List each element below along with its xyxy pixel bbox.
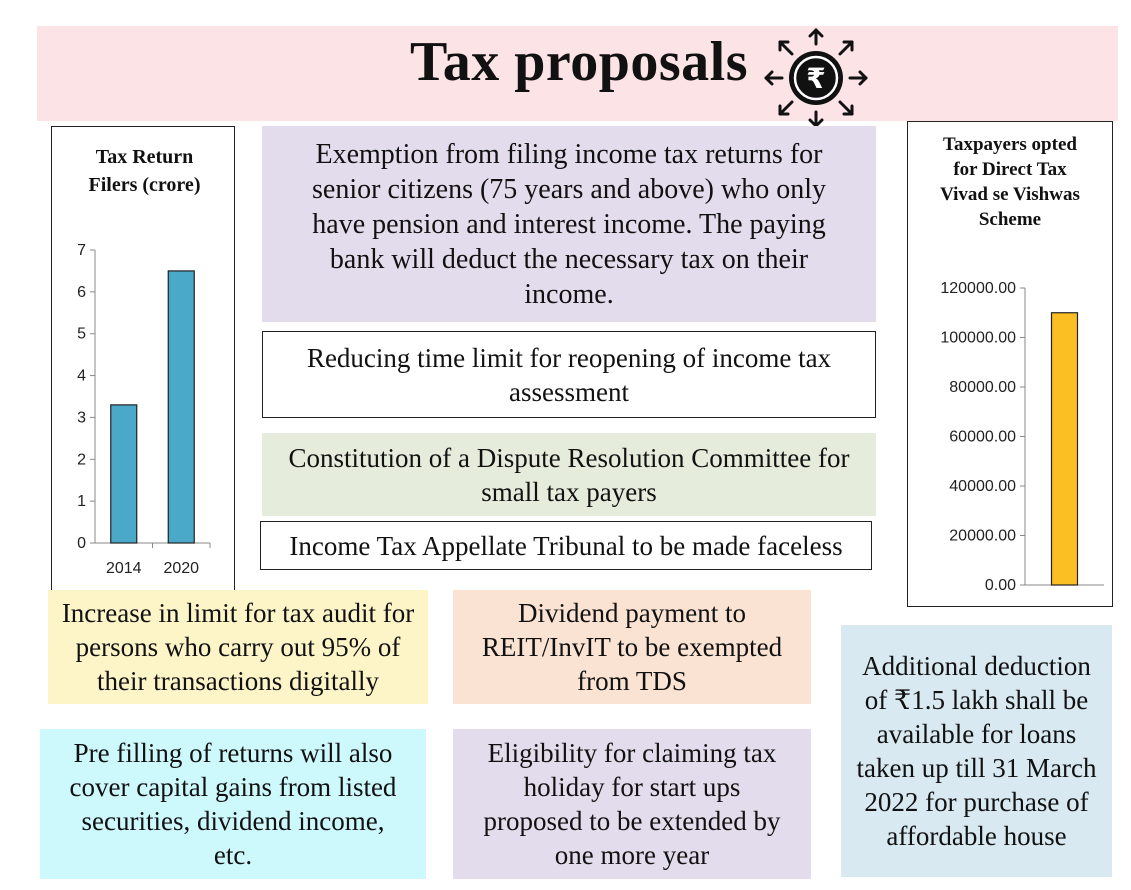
y-tick-label: 3 bbox=[77, 409, 86, 427]
y-tick-label: 1 bbox=[77, 493, 86, 511]
tax-return-filers-chart bbox=[51, 126, 235, 596]
proposal-reopening bbox=[262, 331, 876, 418]
proposal-tax-audit bbox=[48, 590, 428, 704]
proposal-text: Eligibility for claiming tax holiday for start ups proposed to be extended by one more year bbox=[483, 738, 781, 870]
y-tick-label: 2 bbox=[77, 451, 86, 469]
proposal-dispute-committee bbox=[262, 433, 876, 516]
proposal-itat-faceless bbox=[260, 521, 872, 570]
rupee-icon bbox=[762, 28, 872, 133]
bar bbox=[1052, 313, 1078, 585]
svg-text:₹: ₹ bbox=[806, 63, 826, 94]
y-tick-label: 0 bbox=[77, 535, 86, 552]
proposal-text: Increase in limit for tax audit for persons who carry out 95% of their transactions digitally bbox=[61, 598, 415, 696]
proposal-text: Exemption from filing income tax returns for senior citizens (75 years and above) who only have pension and interest income. The paying bank will deduct the necessary tax on their income. bbox=[312, 138, 826, 310]
y-tick-label: 60000.00 bbox=[949, 428, 1016, 446]
proposal-dividend bbox=[453, 590, 811, 704]
proposal-text: Constitution of a Dispute Resolution Committee for small tax payers bbox=[288, 442, 850, 507]
chart-2-plot bbox=[908, 122, 1110, 604]
x-tick-label: 2014 bbox=[105, 560, 142, 577]
y-tick-label: 80000.00 bbox=[949, 379, 1016, 396]
bar bbox=[111, 405, 137, 543]
chart-title: Tax Return Filers (crore) bbox=[88, 146, 201, 196]
y-tick-label: 120000.00 bbox=[940, 280, 1016, 297]
proposal-startup-holiday bbox=[453, 729, 811, 879]
proposal-text: Reducing time limit for reopening of income tax assessment bbox=[306, 342, 832, 407]
y-tick-label: 4 bbox=[77, 367, 86, 385]
y-tick-label: 6 bbox=[77, 283, 86, 301]
vivad-se-vishwas-chart bbox=[907, 121, 1113, 607]
proposal-text: Dividend payment to REIT/InvIT to be exempted from TDS bbox=[481, 598, 783, 696]
chart-1-plot bbox=[52, 127, 232, 593]
bar bbox=[168, 271, 194, 543]
y-tick-label: 40000.00 bbox=[949, 478, 1016, 495]
proposal-senior-citizens bbox=[262, 126, 876, 322]
x-tick-label: 2020 bbox=[163, 560, 200, 577]
y-tick-label: 100000.00 bbox=[940, 329, 1016, 347]
y-tick-label: 20000.00 bbox=[949, 527, 1016, 545]
proposal-text: Income Tax Appellate Tribunal to be made faceless bbox=[289, 530, 843, 561]
y-tick-label: 0.00 bbox=[984, 577, 1016, 594]
page-title: Tax proposals bbox=[410, 31, 748, 93]
proposal-affordable-housing bbox=[841, 625, 1112, 877]
proposal-text: Pre filling of returns will also cover capital gains from listed securities, dividend income, etc. bbox=[69, 738, 397, 870]
y-tick-label: 5 bbox=[77, 325, 86, 343]
chart-title: Taxpayers opted for Direct Tax Vivad se Vishwas Scheme bbox=[940, 134, 1080, 230]
y-tick-label: 7 bbox=[77, 242, 86, 259]
proposal-text: Additional deduction of ₹1.5 lakh shall be available for loans taken up till 31 March 2022 for purchase of affordable house bbox=[856, 651, 1097, 851]
proposal-prefilling bbox=[40, 729, 426, 879]
